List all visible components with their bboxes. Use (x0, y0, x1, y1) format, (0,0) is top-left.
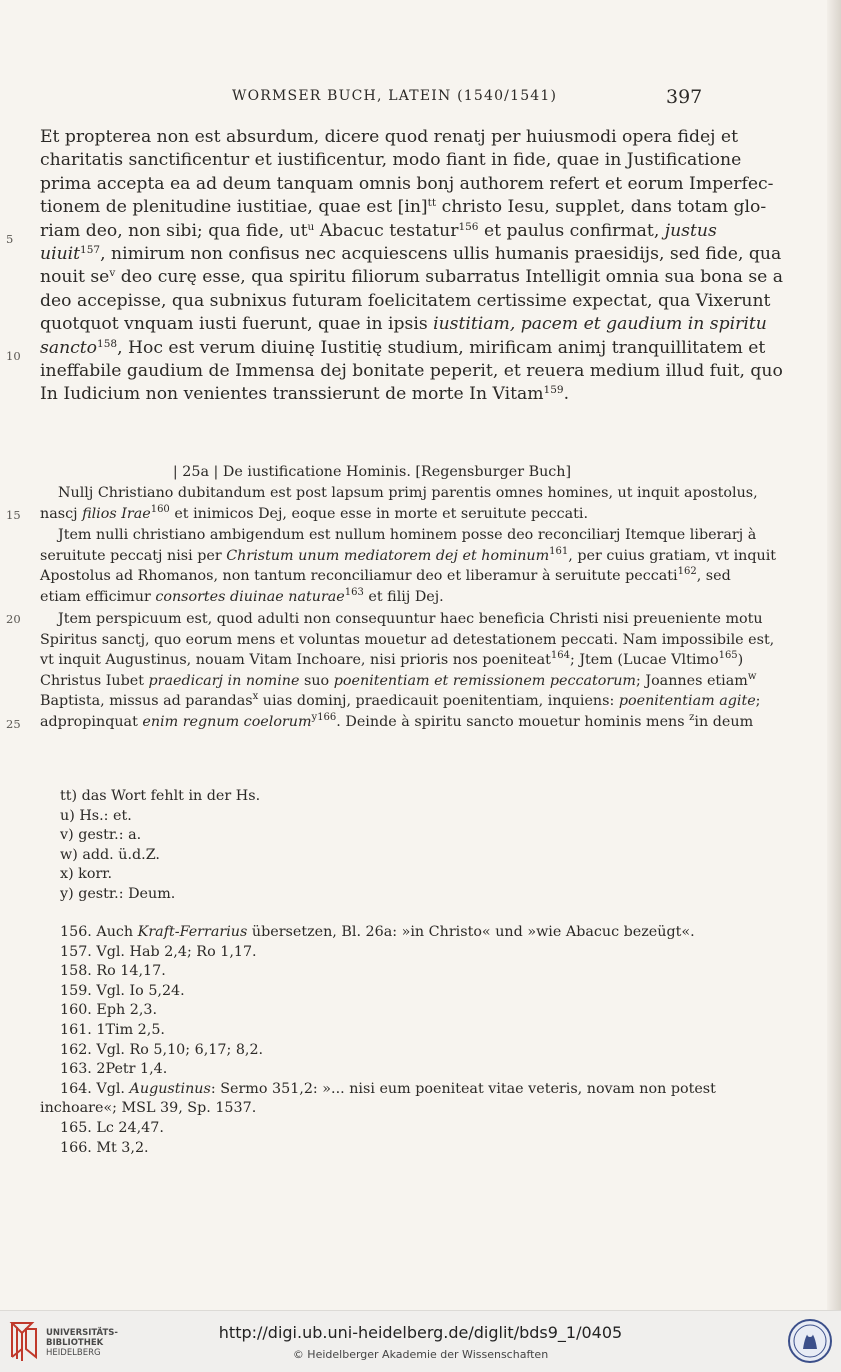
text-line: nouit $se^v$ deo curę esse, qua spiritu filiorum subarratus Intelligit omnia sua bona se a (40, 267, 784, 288)
text-line: adpropinquat enim regnum coelorum$^{y166}$. Deinde à spiritu sancto mouetur hominis mens $^z$in deum (40, 711, 754, 730)
footnote-ref: 157 (80, 244, 101, 257)
note-marker: w (747, 670, 757, 682)
note-marker: tt (427, 197, 437, 210)
line-number-5: 5 (6, 232, 14, 246)
text-line: sancto$^{158}$, Hoc est verum diuinę Iustitię studium, mirificam animj tranquillitatem et (40, 337, 766, 358)
footnote-ref: 159 (543, 384, 564, 397)
note-marker: z (689, 711, 695, 723)
permalink-url[interactable]: http://digi.ub.uni-heidelberg.de/diglit/bds9_1/0405 (218, 1323, 623, 1342)
note-marker: u (307, 220, 315, 233)
text-line: In Iudicium non venientes transsierunt de morte In Vitam$^{159}$. (40, 384, 570, 405)
footnote-159: 159. Vgl. Io 5,24. (60, 982, 185, 999)
text-line: Jtem nulli christiano ambigendum est nullum hominem posse deo reconciliarj Itemque liberarj à (58, 527, 757, 543)
section-title: | 25a | De iustificatione Hominis. [Regensburger Buch] (172, 464, 572, 480)
text-line: Nullj Christiano dubitandum est post lapsum primj parentis omnes homines, ut inquit apostolus, (58, 485, 758, 501)
footnote-ref: 156 (458, 220, 479, 233)
text-line: Jtem perspicuum est, quod adulti non consequuntur haec beneficia Christi nisi preueniente motu (58, 611, 763, 627)
section-paragraph-3 (40, 609, 775, 733)
apparatus-note: v) gestr.: a. (60, 827, 142, 844)
section-paragraph-2 (40, 525, 777, 607)
footnote-164: 164. Vgl. Augustinus: Sermo 351,2: »... nisi eum poeniteat vitae veteris, novam non potest (60, 1080, 716, 1097)
text-line: Spiritus sanctj, quo eorum mens et voluntas mouetur ad detestationem peccati. Nam impossibile est, (40, 631, 775, 648)
apparatus-note: w) add. ü.d.Z. (60, 846, 160, 863)
text-line: Et propterea non est absurdum, dicere quod renatj per huiusmodi opera fidej et (40, 127, 739, 147)
running-header (0, 88, 841, 112)
footnote-165: 165. Lc 24,47. (60, 1119, 164, 1136)
line-number-25: 25 (6, 717, 21, 731)
main-paragraph (40, 126, 784, 407)
footnote-ref: y166 (311, 711, 337, 723)
footnote-160: 160. Eph 2,3. (60, 1002, 157, 1019)
footnote-156: 156. Auch Kraft-Ferrarius übersetzen, Bl. 26a: »in Christo« und »wie Abacuc bezeügt«. (60, 924, 695, 940)
footnote-162: 162. Vgl. Ro 5,10; 6,17; 8,2. (60, 1041, 264, 1058)
copyright-notice: © Heidelberger Akademie der Wissenschaften (292, 1348, 549, 1361)
footnote-163: 163. 2Petr 1,4. (60, 1061, 168, 1078)
text-line: uiuit$^{157}$, nimirum non confisus nec acquiescens ullis humanis praesidijs, sed fide, qua (40, 244, 782, 265)
note-marker: x (252, 691, 259, 703)
footnote-ref: 161 (549, 545, 569, 557)
academy-seal-icon (787, 1317, 833, 1365)
footnote-164-continued: inchoare«; MSL 39, Sp. 1537. (40, 1100, 257, 1117)
apparatus-note: tt) das Wort fehlt in der Hs. (60, 788, 261, 804)
running-title: WORMSER BUCH, LATEIN (1540/1541) (232, 88, 558, 104)
footnote-158: 158. Ro 14,17. (60, 963, 166, 980)
library-name: UNIVERSITÄTS- BIBLIOTHEK HEIDELBERG (46, 1328, 118, 1358)
footnote-ref: 165 (718, 650, 738, 662)
page-edge-shadow (827, 0, 841, 1310)
text-line: prima accepta ea ad deum tanquam omnis bonj authorem refert et eorum Imperfec- (40, 173, 774, 194)
text-line: seruitute peccatj nisi per Christum unum mediatorem dej et hominum$^{161}$, per cuius gratiam, vt inquit (40, 545, 777, 564)
footnote-ref: 162 (677, 566, 697, 578)
text-line: Christus Iubet praedicarj in nomine suo poenitentiam et remissionem peccatorum; Joannes etiam$^w$ (40, 670, 757, 689)
line-number-10: 10 (6, 349, 21, 363)
footnote-ref: 160 (150, 503, 170, 515)
text-line: vt inquit Augustinus, nouam Vitam Inchoare, nisi prioris nos poeniteat$^{164}$; Jtem (Lucae Vltimo$^{165}$) (40, 650, 744, 669)
note-marker: v (109, 267, 116, 280)
apparatus-note: u) Hs.: et. (60, 807, 132, 824)
footnote-157: 157. Vgl. Hab 2,4; Ro 1,17. (60, 943, 257, 960)
page-number: 397 (666, 86, 703, 108)
viewer-footer (0, 1310, 841, 1372)
footnotes (40, 923, 716, 1158)
text-line: nascj filios Irae$^{160}$ et inimicos Dej, eoque esse in morte et seruitute peccati. (40, 503, 589, 522)
apparatus-note: x) korr. (60, 866, 113, 883)
text-line: Baptista, missus ad parandas$^x$ uias dominj, praedicauit poenitentiam, inquiens: poenitentiam agite; (40, 691, 761, 710)
line-number-20: 20 (6, 612, 21, 626)
footnote-ref: 163 (344, 586, 364, 598)
line-number-15: 15 (6, 508, 21, 522)
textual-apparatus (40, 787, 704, 905)
text-line: quotquot vnquam iusti fuerunt, quae in ipsis iustitiam, pacem et gaudium in spiritu (40, 314, 767, 335)
text-line: ineffabile gaudium de Immensa dej bonitate peperit, et reuera medium illud fuit, quo (40, 361, 783, 382)
section-paragraph-1 (40, 483, 758, 524)
text-line: tionem de plenitudine iustitiae, quae est [in]$^{tt}$ christo Iesu, supplet, dans totam glo- (40, 197, 767, 218)
footnote-ref: 158 (97, 337, 118, 350)
apparatus-note: y) gestr.: Deum. (60, 885, 176, 902)
footnote-ref: 164 (550, 650, 570, 662)
footnote-161: 161. 1Tim 2,5. (60, 1021, 165, 1038)
text-line: deo accepisse, qua subnixus futuram foelicitatem certissime expectat, qua Vixerunt (40, 290, 771, 311)
footnote-166: 166. Mt 3,2. (60, 1139, 149, 1156)
text-line: etiam efficimur consortes diuinae naturae$^{163}$ et filij Dej. (40, 586, 444, 605)
text-line: charitatis sanctificentur et iustificentur, modo fiant in fide, quae in Justificatione (40, 150, 742, 171)
text-line: riam deo, non sibi; qua fide, $ut^u$ Abacuc testatur$^{156}$ et paulus confirmat, justus (40, 220, 717, 241)
text-line: Apostolus ad Rhomanos, non tantum reconciliamur deo et liberamur à seruitute peccati$^{162}$, sed (40, 566, 731, 585)
